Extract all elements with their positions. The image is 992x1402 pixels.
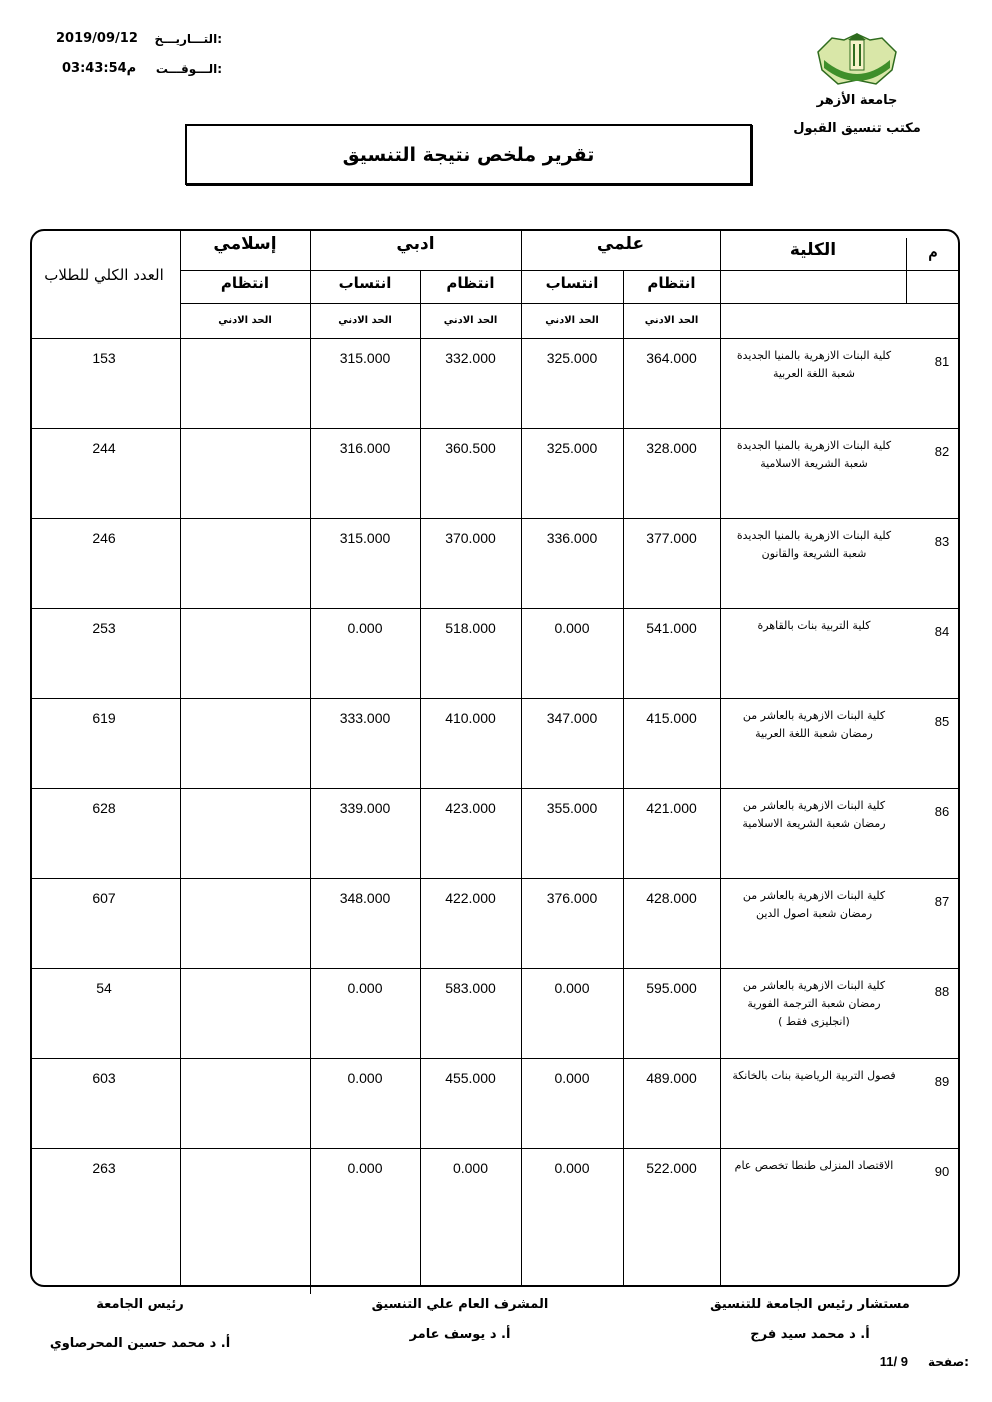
president-name: أ. د محمد حسين المحرصاوي [49, 1336, 231, 1351]
group-literary-header: ادبي [396, 234, 435, 254]
grid-hline [32, 698, 958, 699]
row-m: 89 [934, 1074, 950, 1089]
row-sci-reg: 415.000 [646, 710, 697, 726]
sci-regular-min: الحد الادني [644, 315, 699, 326]
office-name: مكتب تنسيق القبول [793, 121, 921, 136]
row-lit-reg: 583.000 [445, 980, 496, 996]
row-sci-aff: 0.000 [554, 1070, 590, 1086]
time-value: 03:43:54م [62, 61, 137, 76]
row-sci-aff: 0.000 [554, 1160, 590, 1176]
supervisor-name: أ. د يوسف عامر [409, 1327, 511, 1342]
page-number: 9 /11 [879, 1354, 908, 1369]
row-lit-aff: 333.000 [339, 710, 391, 726]
row-college: فصول التربية الرياضية بنات بالخانكة [732, 1069, 896, 1082]
row-sci-aff: 0.000 [554, 980, 590, 996]
row-lit-reg: 455.000 [445, 1070, 496, 1086]
row-sci-aff: 0.000 [554, 620, 590, 636]
row-sci-reg: 595.000 [646, 980, 697, 996]
row-college: كلية التربية بنات بالقاهرة [757, 619, 871, 632]
grid-hline [32, 518, 958, 519]
grid-hline [32, 608, 958, 609]
grid-hline [32, 428, 958, 429]
row-lit-aff: 0.000 [347, 1070, 383, 1086]
row-m: 83 [934, 534, 950, 549]
row-total: 619 [92, 710, 116, 726]
grid-hline [32, 788, 958, 789]
row-total: 603 [92, 1070, 116, 1086]
row-college: كلية البنات الازهرية بالمنيا الجديدة شعبة اللغة العربية [736, 349, 892, 380]
row-college: كلية البنات الازهرية بالمنيا الجديدة شعبة الشريعة الاسلامية [736, 439, 892, 470]
row-sci-reg: 364.000 [646, 350, 697, 366]
row-total: 607 [92, 890, 116, 906]
grid-hline [32, 1148, 958, 1149]
grid-vline [180, 231, 181, 1287]
row-total: 153 [92, 350, 116, 366]
row-college: كلية البنات الازهرية بالعاشر من رمضان شعبة اصول الدين [742, 889, 886, 920]
row-lit-reg: 370.000 [445, 530, 496, 546]
row-sci-reg: 377.000 [646, 530, 697, 546]
grid-vline [720, 231, 721, 1287]
row-lit-aff: 315.000 [339, 350, 391, 366]
row-college: كلية البنات الازهرية بالعاشر من رمضان شعبة الشريعة الاسلامية [742, 799, 886, 830]
row-lit-reg: 332.000 [445, 350, 496, 366]
sci-affiliation-header: انتساب [545, 274, 599, 292]
isl-regular-min: الحد الادني [218, 315, 272, 326]
row-total: 628 [92, 800, 116, 816]
row-sci-aff: 376.000 [546, 890, 598, 906]
university-logo [812, 30, 902, 90]
row-sci-reg: 428.000 [646, 890, 697, 906]
grid-vline [521, 231, 522, 1287]
row-sci-aff: 355.000 [546, 800, 598, 816]
date-label: التـــاريـــخ: [154, 32, 222, 46]
row-lit-reg: 0.000 [452, 1160, 489, 1176]
president-title: رئيس الجامعة [96, 1297, 184, 1312]
row-m: 87 [934, 894, 950, 909]
advisor-title: مستشار رئيس الجامعة للتنسيق [710, 1297, 910, 1312]
row-lit-reg: 422.000 [445, 890, 496, 906]
university-name: جامعة الأزهر [816, 93, 898, 108]
row-sci-aff: 347.000 [546, 710, 598, 726]
row-lit-aff: 0.000 [347, 980, 383, 996]
group-islamic-header: إسلامي [213, 234, 277, 254]
row-m: 86 [934, 804, 950, 819]
date-value: 2019/09/12 [56, 31, 138, 46]
row-lit-aff: 0.000 [347, 1160, 383, 1176]
row-m: 88 [934, 984, 950, 999]
row-lit-aff: 339.000 [339, 800, 391, 816]
grid-hline [180, 270, 720, 271]
row-college: كلية البنات الازهرية بالمنيا الجديدة شعبة الشريعة والقانون [736, 529, 892, 560]
sci-affiliation-min: الحد الادني [545, 315, 599, 326]
isl-regular-header: انتظام [220, 274, 270, 292]
row-m: 90 [934, 1164, 950, 1179]
row-college: كلية البنات الازهرية بالعاشر من رمضان شعبة اللغة العربية [742, 709, 886, 740]
row-sci-reg: 328.000 [646, 440, 697, 456]
grid-hline [32, 878, 958, 879]
row-lit-aff: 316.000 [339, 440, 391, 456]
row-total: 54 [96, 980, 112, 996]
row-total: 263 [92, 1160, 116, 1176]
row-sci-reg: 541.000 [646, 620, 697, 636]
row-sci-reg: 522.000 [646, 1160, 697, 1176]
results-table [30, 229, 960, 1287]
lit-regular-min: الحد الادني [443, 315, 498, 326]
col-college-header: الكلية [789, 240, 837, 260]
advisor-name: أ. د محمد سيد فرج [750, 1327, 870, 1342]
row-m: 81 [934, 354, 950, 369]
grid-vline [623, 270, 624, 1287]
grid-hline [720, 270, 958, 271]
col-m-header: م [928, 244, 938, 261]
grid-vline [420, 270, 421, 1287]
grid-vline [310, 231, 311, 1294]
row-college: الاقتصاد المنزلى طنطا تخصص عام [734, 1159, 894, 1172]
row-sci-reg: 421.000 [646, 800, 697, 816]
col-total-header: العدد الكلي للطلاب [44, 266, 164, 284]
grid-hline [32, 1058, 958, 1059]
row-sci-aff: 325.000 [546, 440, 598, 456]
supervisor-title: المشرف العام علي التنسيق [371, 1297, 549, 1312]
row-lit-aff: 348.000 [339, 890, 391, 906]
grid-hline [32, 968, 958, 969]
row-lit-aff: 0.000 [347, 620, 383, 636]
sci-regular-header: انتظام [647, 274, 696, 292]
row-college: كلية البنات الازهرية بالعاشر من رمضان شعبة الترجمة الفورية (انجليزى فقط ) [742, 979, 886, 1028]
row-total: 246 [92, 530, 116, 546]
grid-hline [32, 338, 958, 339]
page-label: صفحة: [928, 1355, 969, 1369]
row-lit-reg: 410.000 [445, 710, 496, 726]
row-lit-aff: 315.000 [339, 530, 391, 546]
row-sci-reg: 489.000 [646, 1070, 697, 1086]
lit-affiliation-header: انتساب [338, 274, 392, 292]
row-m: 82 [934, 444, 950, 459]
lit-affiliation-min: الحد الادني [338, 315, 392, 326]
row-sci-aff: 325.000 [546, 350, 598, 366]
row-sci-aff: 336.000 [546, 530, 598, 546]
time-label: الـــوقـــت: [155, 62, 222, 76]
row-total: 244 [92, 440, 116, 456]
row-lit-reg: 360.500 [445, 440, 496, 456]
row-m: 84 [934, 624, 950, 639]
grid-hline [180, 303, 958, 304]
row-lit-reg: 423.000 [445, 800, 496, 816]
row-m: 85 [934, 714, 950, 729]
lit-regular-header: انتظام [446, 274, 495, 292]
report-title: تقرير ملخص نتيجة التنسيق [185, 124, 752, 185]
row-total: 253 [92, 620, 116, 636]
row-lit-reg: 518.000 [445, 620, 496, 636]
group-scientific-header: علمي [596, 234, 645, 254]
